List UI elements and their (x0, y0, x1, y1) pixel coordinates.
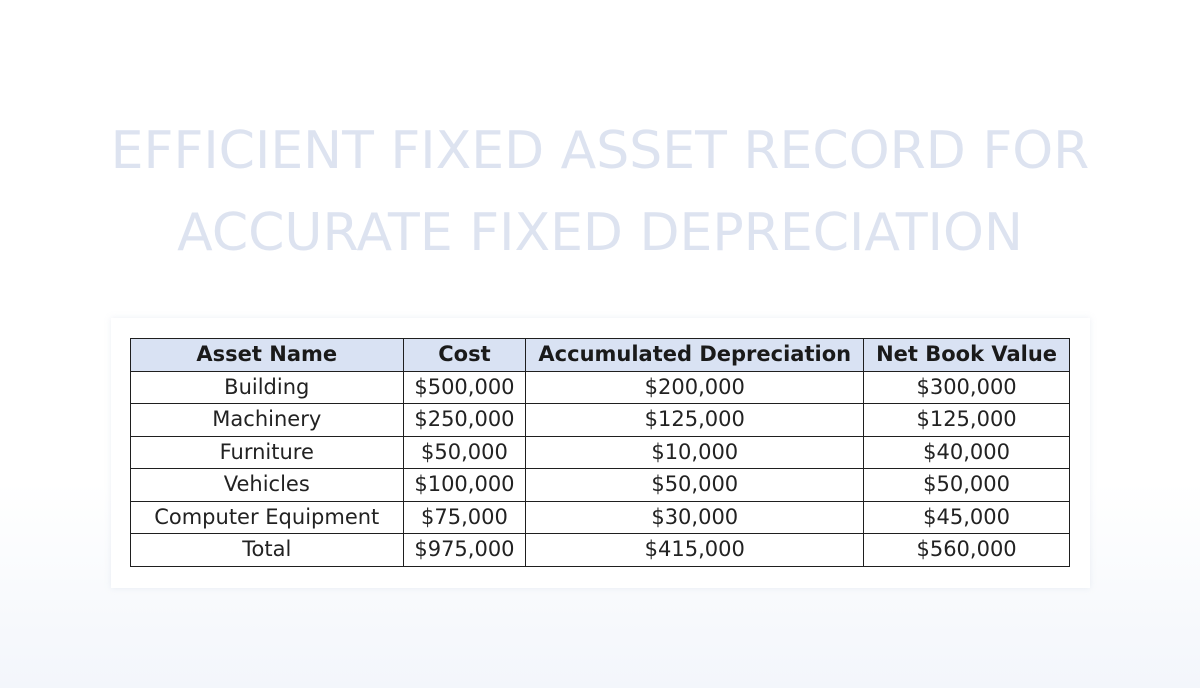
cell-accumulated-depreciation: $415,000 (526, 534, 864, 567)
cell-accumulated-depreciation: $50,000 (526, 469, 864, 502)
cell-asset-name: Building (131, 371, 404, 404)
cell-cost: $975,000 (403, 534, 526, 567)
table-row (131, 436, 1070, 469)
cell-net-book-value: $300,000 (864, 371, 1070, 404)
cell-accumulated-depreciation: $10,000 (526, 436, 864, 469)
table-header-row (131, 339, 1070, 372)
title-line-1: EFFICIENT FIXED ASSET RECORD FOR (110, 121, 1090, 181)
header-accumulated-depreciation: Accumulated Depreciation (526, 339, 864, 372)
cell-accumulated-depreciation: $200,000 (526, 371, 864, 404)
cell-cost: $500,000 (403, 371, 526, 404)
table-row (131, 371, 1070, 404)
fixed-asset-table (130, 338, 1070, 567)
table-row (131, 501, 1070, 534)
cell-accumulated-depreciation: $125,000 (526, 404, 864, 437)
header-cost: Cost (403, 339, 526, 372)
cell-asset-name: Vehicles (131, 469, 404, 502)
cell-cost: $250,000 (403, 404, 526, 437)
cell-asset-name: Computer Equipment (131, 501, 404, 534)
table-total-row (131, 534, 1070, 567)
cell-accumulated-depreciation: $30,000 (526, 501, 864, 534)
cell-asset-name: Furniture (131, 436, 404, 469)
title-line-2: ACCURATE FIXED DEPRECIATION (177, 203, 1023, 263)
cell-cost: $50,000 (403, 436, 526, 469)
cell-net-book-value: $50,000 (864, 469, 1070, 502)
page-title (0, 110, 1200, 274)
cell-net-book-value: $40,000 (864, 436, 1070, 469)
cell-net-book-value: $45,000 (864, 501, 1070, 534)
cell-net-book-value: $125,000 (864, 404, 1070, 437)
cell-cost: $100,000 (403, 469, 526, 502)
table-row (131, 469, 1070, 502)
header-net-book-value: Net Book Value (864, 339, 1070, 372)
cell-asset-name: Machinery (131, 404, 404, 437)
cell-asset-name: Total (131, 534, 404, 567)
table-row (131, 404, 1070, 437)
header-asset-name: Asset Name (131, 339, 404, 372)
cell-cost: $75,000 (403, 501, 526, 534)
cell-net-book-value: $560,000 (864, 534, 1070, 567)
